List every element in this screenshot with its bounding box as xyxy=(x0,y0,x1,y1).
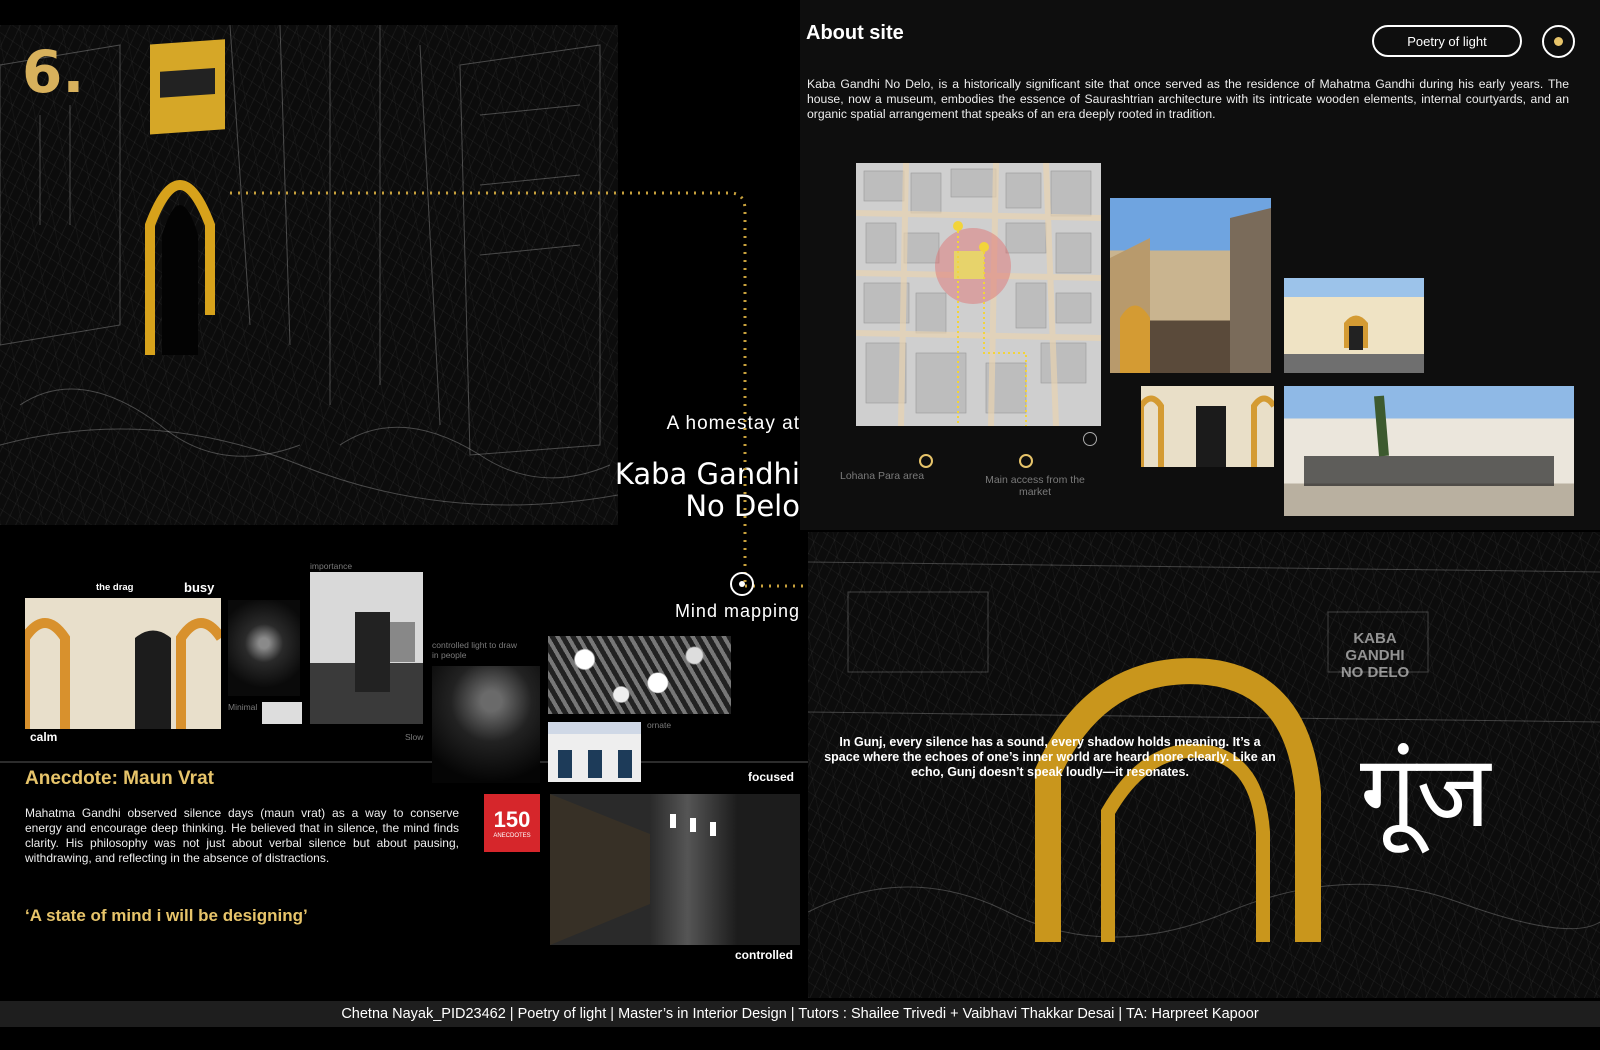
about-text: Kaba Gandhi No Delo, is a historically significant site that once served as the residence of Mahatma Gandhi during his early years. The house, now a museum, embodies the essence of Saurashtrian architecture with its intricate wooden elements, internal courtyards, and an organic spatial arrangement that speaks of an era deeply rooted in tradition. xyxy=(807,77,1569,121)
anecdote-quote: ‘A state of mind i will be designing’ xyxy=(25,906,308,925)
label-busy: busy xyxy=(184,580,215,595)
map-label-access: Main access from the market xyxy=(985,474,1085,498)
book-word: ANECDOTES xyxy=(493,833,531,839)
doorway-photo xyxy=(1141,386,1274,467)
label-ornate: ornate xyxy=(647,720,672,730)
label-importance: importance xyxy=(310,561,353,571)
hero-title-line1: Kaba Gandhi xyxy=(614,457,800,491)
anecdote-title: Anecdote: Maun Vrat xyxy=(25,768,214,789)
gunj-logo: गूंज xyxy=(1360,733,1491,850)
north-arrow-icon xyxy=(1083,432,1097,446)
map-pin-icon xyxy=(1019,454,1033,468)
label-controlled: controlled xyxy=(735,948,794,962)
hero-subtitle: A homestay at xyxy=(666,413,800,434)
label-the-drag: the drag xyxy=(96,582,134,593)
corridor-photo xyxy=(550,794,800,945)
page-number: 6. xyxy=(22,38,85,106)
map-label-area: Lohana Para area xyxy=(840,470,925,482)
target-dot-icon[interactable] xyxy=(1542,25,1575,58)
entrance-photo xyxy=(1284,278,1424,373)
footer-credits: Chetna Nayak_PID23462 | Poetry of light | Master’s in Interior Design | Tutors : Shailee Trivedi + Vaibhavi Thakkar Desai | TA: Harpreet Kapoor xyxy=(0,1001,1600,1027)
mind-map-door-photo xyxy=(25,598,221,729)
map-pin-icon xyxy=(919,454,933,468)
label-slow: Slow xyxy=(405,732,424,742)
interior-room-photo xyxy=(310,572,423,724)
mind-mapping-title: Mind mapping xyxy=(674,601,800,621)
leaf-shadow-photo xyxy=(548,636,731,714)
light-slit-photo xyxy=(228,600,300,696)
label-calm: calm xyxy=(30,730,58,744)
about-title: About site xyxy=(806,22,904,44)
wall-lamp-photo xyxy=(432,666,540,783)
label-focused: focused xyxy=(748,770,795,784)
poetry-of-light-pill[interactable]: Poetry of light xyxy=(1372,25,1522,57)
site-map xyxy=(856,163,1101,426)
connector-node-icon[interactable] xyxy=(730,572,754,596)
anecdote-text: Mahatma Gandhi observed silence days (maun vrat) as a way to conserve energy and encourage deep thinking. He believed that in silence, the mind finds clarity. His philosophy was not just about verbal silence but about pausing, withdrawing, and reflecting in the absence of distractions. xyxy=(25,806,459,865)
hero-title-line2: No Delo xyxy=(685,489,800,523)
switch-board-photo xyxy=(262,702,302,724)
label-minimal: Minimal xyxy=(228,702,258,712)
gunj-text: In Gunj, every silence has a sound, every shadow holds meaning. It’s a space where the echoes of one’s inner world are heard more clearly. Like an echo, Gunj doesn’t speak loudly—it resonates. xyxy=(824,735,1276,779)
street-photo xyxy=(1110,198,1271,373)
courtyard-photo xyxy=(1284,386,1574,516)
book-number: 150 xyxy=(493,807,531,832)
gunj-wall-text: KABA GANDHI NO DELO xyxy=(1340,630,1410,681)
street-sketch-image xyxy=(0,25,618,525)
anecdotes-book-cover xyxy=(484,794,540,852)
ornate-facade-photo xyxy=(548,722,641,782)
label-controlled-light: controlled light to draw in people xyxy=(432,640,518,660)
